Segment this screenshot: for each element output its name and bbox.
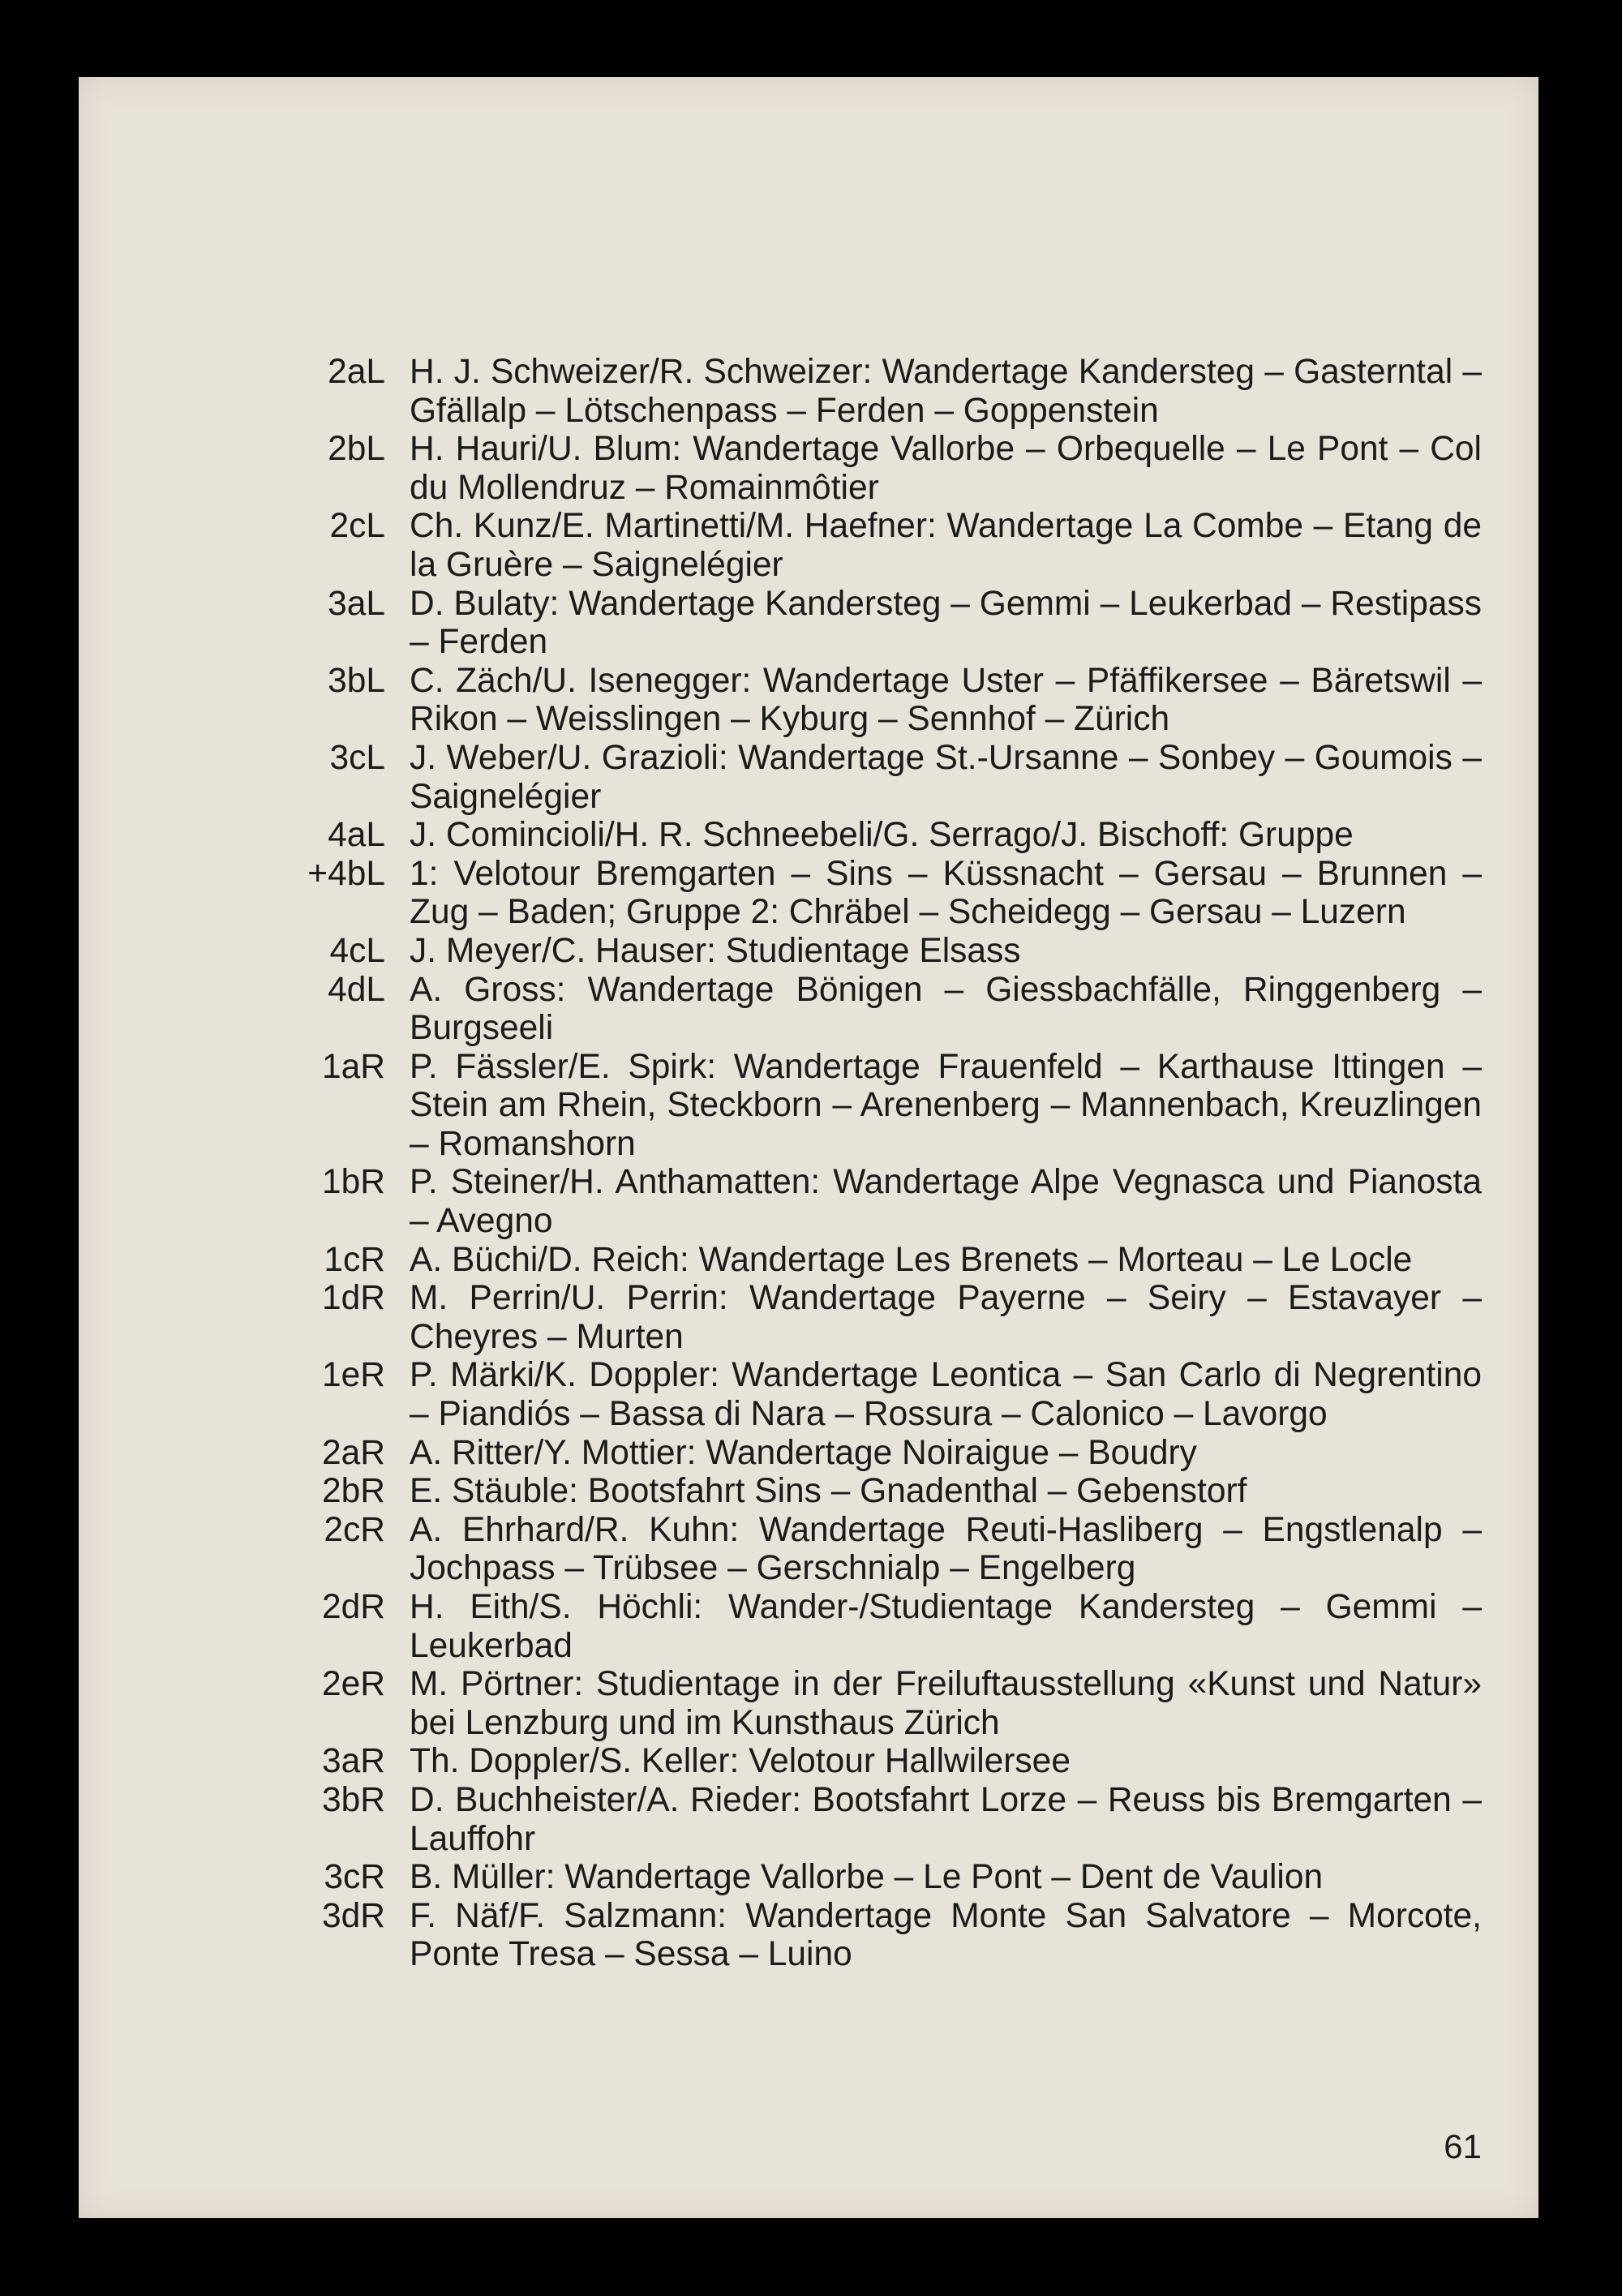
entry-text: C. Zäch/U. Isenegger: Wandertage Uster – Pfäffikersee – Bäretswil – Rikon – Weisslingen – Kyburg – Sennhof – Zürich: [410, 661, 1482, 739]
entry-code: 2cL: [329, 507, 385, 546]
entry-code: 2bL: [328, 430, 385, 469]
entry-text: B. Müller: Wandertage Vallorbe – Le Pont – Dent de Vaulion: [410, 1858, 1324, 1897]
entry-code: 1aR: [322, 1047, 385, 1086]
list-item: [294, 1588, 1482, 1665]
entry-text: A. Gross: Wandertage Bönigen – Giessbachfälle, Ringgenberg – Burgseeli: [410, 970, 1482, 1048]
list-item: [294, 1163, 1482, 1240]
entry-code: 3cL: [329, 738, 385, 777]
entry-code: 4cL: [329, 931, 385, 970]
entry-code: 3aL: [328, 584, 385, 623]
list-item: [294, 662, 1482, 739]
list-item: [294, 855, 1482, 932]
entry-text: J. Comincioli/H. R. Schneebeli/G. Serrago/J. Bischoff: Gruppe: [410, 816, 1354, 855]
list-item: [294, 1665, 1482, 1742]
entry-text: J. Meyer/C. Hauser: Studientage Elsass: [410, 931, 1021, 970]
entry-text: A. Ehrhard/R. Kuhn: Wandertage Reuti-Hasliberg – Engstlenalp – Jochpass – Trübsee – Gerschnialp – Engelberg: [410, 1510, 1482, 1588]
entry-text: E. Stäuble: Bootsfahrt Sins – Gnadenthal – Gebenstorf: [410, 1472, 1247, 1511]
list-item: [294, 1742, 1482, 1781]
entry-text: Th. Doppler/S. Keller: Velotour Hallwilersee: [410, 1742, 1071, 1781]
entry-text: J. Weber/U. Grazioli: Wandertage St.-Ursanne – Sonbey – Goumois – Saignelégier: [410, 738, 1482, 816]
entry-code: 2cR: [324, 1510, 385, 1549]
entry-text: A. Büchi/D. Reich: Wandertage Les Brenets – Morteau – Le Locle: [410, 1240, 1413, 1279]
entry-text: 1: Velotour Bremgarten – Sins – Küssnacht – Gersau – Brunnen – Zug – Baden; Gruppe 2: Chräbel – Scheidegg – Gersau – Luzern: [410, 854, 1482, 932]
entry-code: 2aR: [322, 1433, 385, 1472]
list-item: [294, 739, 1482, 816]
entry-code: +4bL: [307, 854, 385, 893]
entry-text: H. Eith/S. Höchli: Wander-/Studientage Kandersteg – Gemmi – Leukerbad: [410, 1588, 1482, 1665]
entry-code: 2aL: [328, 353, 385, 391]
list-item: [294, 1048, 1482, 1164]
entry-text: M. Perrin/U. Perrin: Wandertage Payerne – Seiry – Estavayer – Cheyres – Murten: [410, 1279, 1482, 1356]
entry-code: 1cR: [324, 1240, 385, 1279]
entry-text: Ch. Kunz/E. Martinetti/M. Haefner: Wandertage La Combe – Etang de la Gruère – Saignelégier: [410, 507, 1482, 584]
entry-text: P. Märki/K. Doppler: Wandertage Leontica – San Carlo di Negrentino – Piandiós – Bassa di Nara – Rossura – Calonico – Lavorgo: [410, 1356, 1482, 1434]
entry-code: 2dR: [322, 1588, 385, 1626]
entry-text: H. Hauri/U. Blum: Wandertage Vallorbe – Orbequelle – Le Pont – Col du Mollendruz – Romainmôtier: [410, 430, 1482, 507]
entry-code: 3bL: [328, 661, 385, 700]
list-item: [294, 932, 1482, 971]
entry-code: 1bR: [322, 1163, 385, 1202]
entry-code: 3dR: [322, 1896, 385, 1935]
entry-code: 4aL: [328, 816, 385, 855]
list-item: [294, 585, 1482, 662]
entry-code: 3bR: [322, 1780, 385, 1819]
list-item: [294, 1511, 1482, 1588]
entry-text: M. Pörtner: Studientage in der Freiluftausstellung «Kunst und Natur» bei Lenzburg und im Kunsthaus Zürich: [410, 1665, 1482, 1742]
entry-code: 3cR: [324, 1858, 385, 1897]
entry-text: A. Ritter/Y. Mottier: Wandertage Noiraigue – Boudry: [410, 1433, 1197, 1472]
entry-code: 2bR: [322, 1472, 385, 1511]
list-item: [294, 1241, 1482, 1280]
entry-text: F. Näf/F. Salzmann: Wandertage Monte San Salvatore – Morcote, Ponte Tresa – Sessa – Luino: [410, 1896, 1482, 1974]
list-item: [294, 1897, 1482, 1974]
entry-code: 1eR: [322, 1356, 385, 1395]
entry-text: P. Steiner/H. Anthamatten: Wandertage Alpe Vegnasca und Pianosta – Avegno: [410, 1163, 1482, 1241]
entry-list: [294, 353, 1482, 1974]
list-item: [294, 430, 1482, 507]
list-item: [294, 971, 1482, 1048]
list-item: [294, 816, 1482, 855]
entry-code: 3aR: [322, 1742, 385, 1781]
list-item: [294, 1858, 1482, 1897]
page-number: 61: [1444, 2127, 1482, 2165]
entry-text: D. Buchheister/A. Rieder: Bootsfahrt Lorze – Reuss bis Bremgarten – Lauffohr: [410, 1780, 1482, 1858]
list-item: [294, 1781, 1482, 1858]
entry-code: 1dR: [322, 1279, 385, 1318]
entry-text: P. Fässler/E. Spirk: Wandertage Frauenfeld – Karthause Ittingen – Stein am Rhein, Steckborn – Arenenberg – Mannenbach, Kreuzlingen – Romanshorn: [410, 1047, 1482, 1163]
entry-text: H. J. Schweizer/R. Schweizer: Wandertage Kandersteg – Gasterntal – Gfällalp – Lötschenpass – Ferden – Goppenstein: [410, 353, 1482, 430]
list-item: [294, 507, 1482, 584]
list-item: [294, 1279, 1482, 1356]
list-item: [294, 1356, 1482, 1433]
entry-code: 2eR: [322, 1665, 385, 1704]
entry-text: D. Bulaty: Wandertage Kandersteg – Gemmi – Leukerbad – Restipass – Ferden: [410, 584, 1482, 662]
list-item: [294, 1434, 1482, 1473]
list-item: [294, 353, 1482, 430]
entry-code: 4dL: [328, 970, 385, 1009]
list-item: [294, 1472, 1482, 1511]
document-page: [79, 77, 1538, 2218]
